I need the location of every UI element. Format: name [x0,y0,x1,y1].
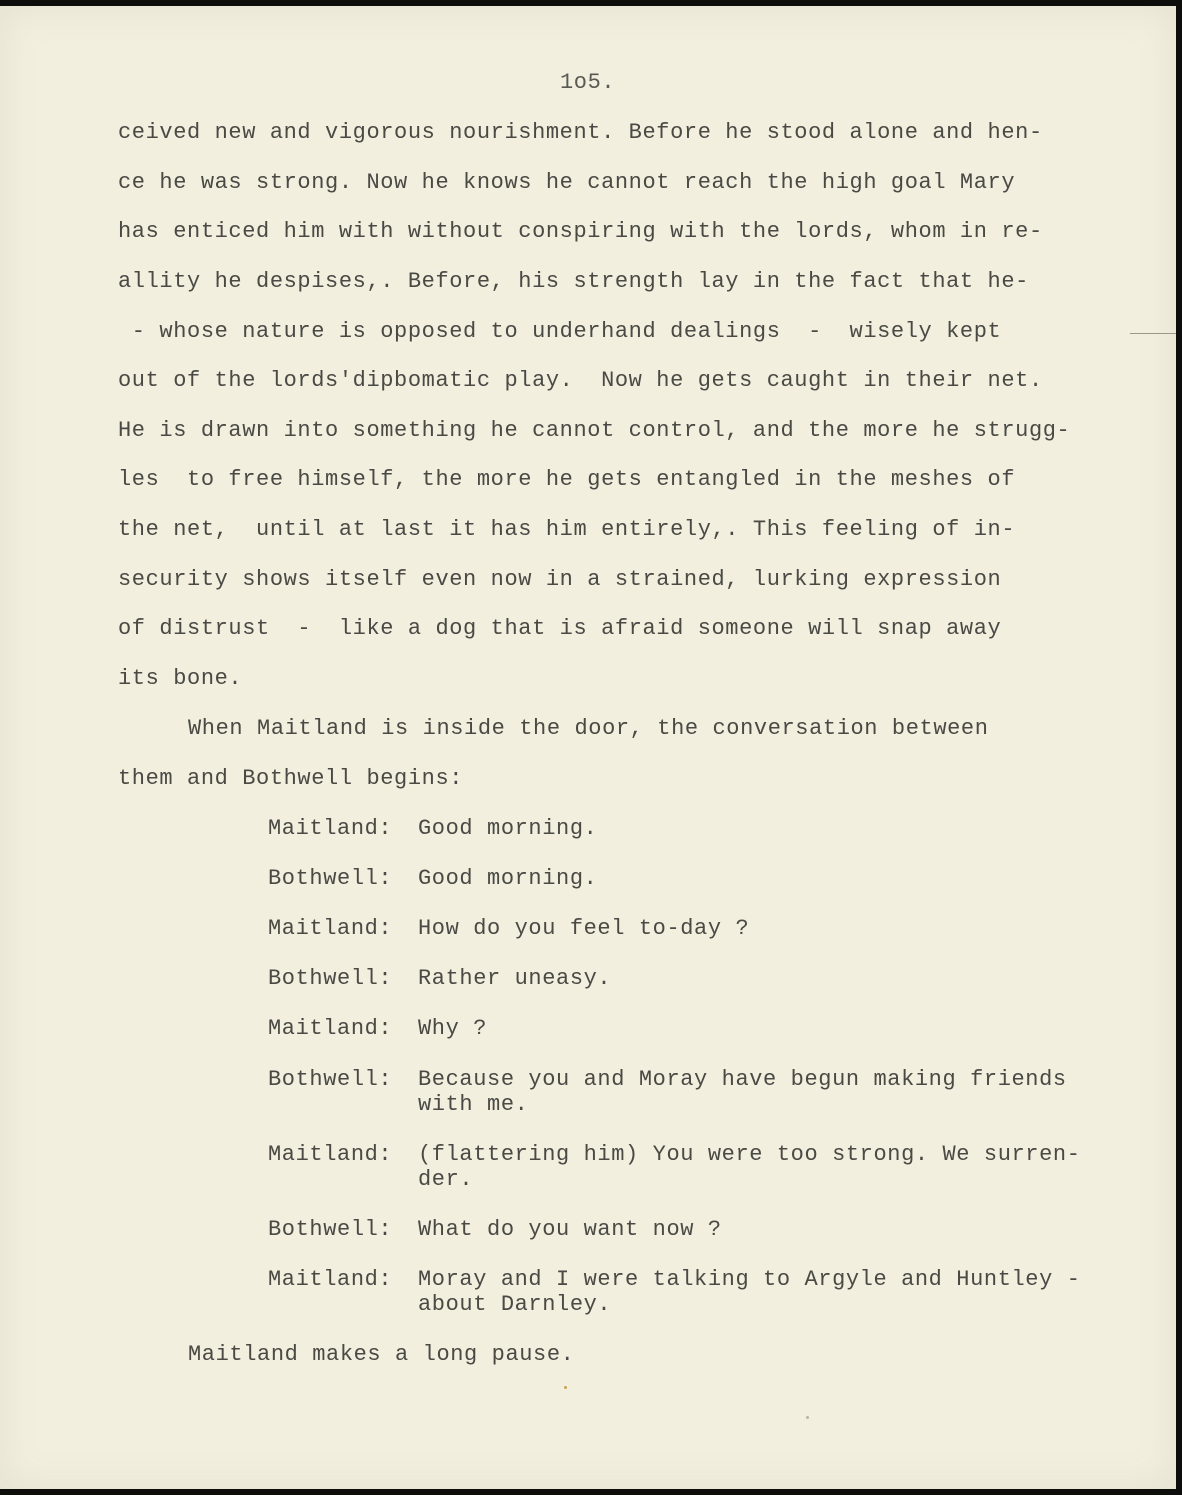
dialogue-line: What do you want now ? [418,1217,722,1242]
dialogue-line: How do you feel to-day ? [418,916,750,941]
dialogue-line: der. [418,1167,474,1192]
paragraph-line: of distrust - like a dog that is afraid someone will snap away [118,616,1002,641]
dialogue-speaker: Maitland: [268,1016,393,1041]
dialogue-line: Why ? [418,1016,488,1041]
paragraph-line: He is drawn into something he cannot control, and the more he strugg- [118,418,1071,443]
dialogue-speaker: Bothwell: [268,866,393,891]
paragraph-line: allity he despises,. Before, his strength lay in the fact that he- [118,269,1029,294]
typescript-page [0,6,1176,1489]
margin-mark [1130,333,1176,334]
dialogue-line: Rather uneasy. [418,966,612,991]
paper-speck [806,1416,809,1419]
dialogue-line: Good morning. [418,866,598,891]
intro-line: When Maitland is inside the door, the conversation between [188,716,989,741]
dialogue-line: Good morning. [418,816,598,841]
dialogue-speaker: Maitland: [268,816,393,841]
dialogue-speaker: Maitland: [268,1142,393,1167]
closing-stage-direction: Maitland makes a long pause. [188,1342,575,1367]
paragraph-line: - whose nature is opposed to underhand dealings - wisely kept [118,319,1002,344]
paragraph-line: les to free himself, the more he gets entangled in the meshes of [118,467,1016,492]
paragraph-line: has enticed him with without conspiring with the lords, whom in re- [118,219,1043,244]
intro-line: them and Bothwell begins: [118,766,464,791]
paragraph-line: out of the lords'dipbomatic play. Now he gets caught in their net. [118,368,1043,393]
paper-speck [564,1386,567,1389]
dialogue-speaker: Bothwell: [268,1067,393,1092]
paragraph-line: the net, until at last it has him entirely,. This feeling of in- [118,517,1016,542]
page-number: 1o5. [560,70,616,95]
dialogue-line: Because you and Moray have begun making friends [418,1067,1067,1092]
paragraph-line: its bone. [118,666,243,691]
dialogue-line: about Darnley. [418,1292,612,1317]
dialogue-line: (flattering him) You were too strong. We surren- [418,1142,1081,1167]
dialogue-speaker: Maitland: [268,1267,393,1292]
paragraph-line: ceived new and vigorous nourishment. Before he stood alone and hen- [118,120,1043,145]
paragraph-line: ce he was strong. Now he knows he cannot reach the high goal Mary [118,170,1016,195]
dialogue-line: Moray and I were talking to Argyle and Huntley - [418,1267,1081,1292]
dialogue-speaker: Maitland: [268,916,393,941]
paragraph-line: security shows itself even now in a strained, lurking expression [118,567,1002,592]
dialogue-speaker: Bothwell: [268,1217,393,1242]
dialogue-line: with me. [418,1092,529,1117]
dialogue-speaker: Bothwell: [268,966,393,991]
